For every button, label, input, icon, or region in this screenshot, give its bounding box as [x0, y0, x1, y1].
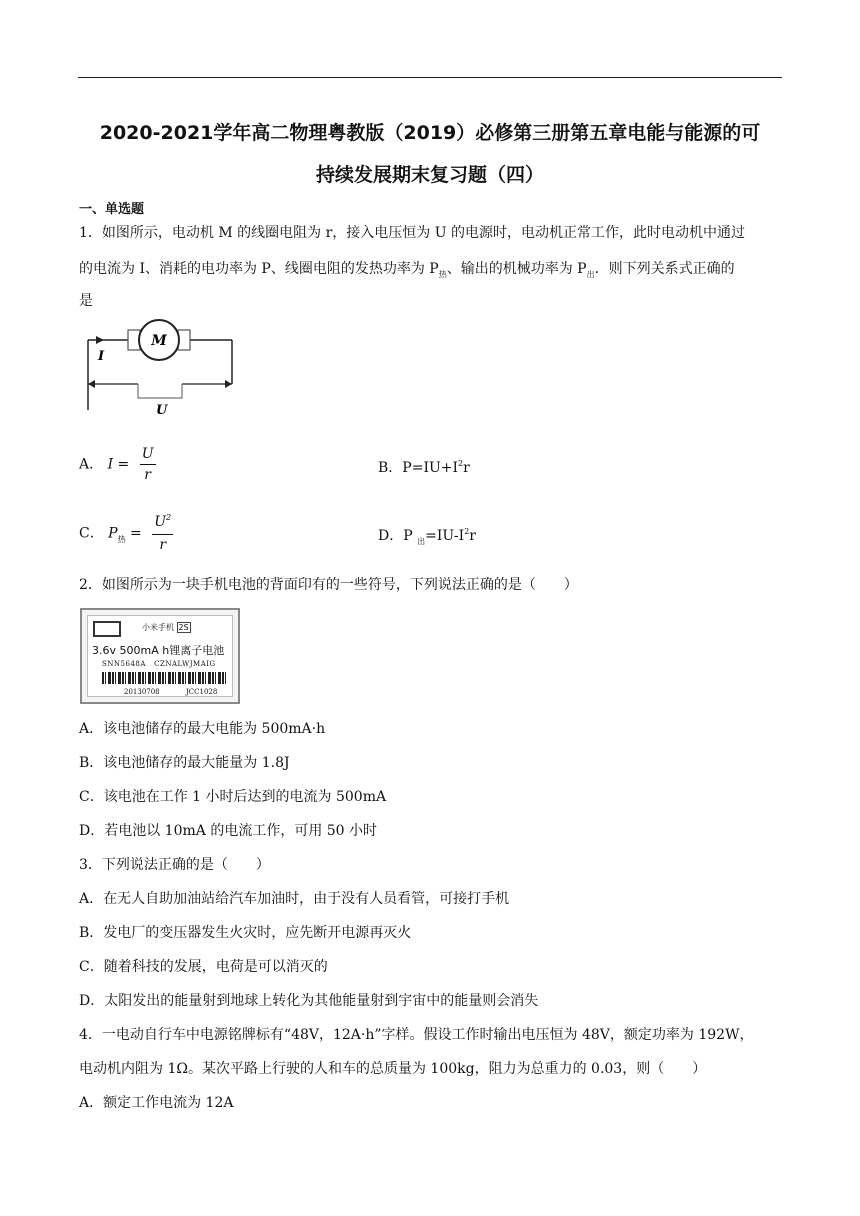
q4-option-a: A．额定工作电流为 12A	[79, 1095, 234, 1111]
current-arrow-icon	[96, 336, 104, 344]
q3-option-b: B．发电厂的变压器发生火灾时，应先断开电源再灭火	[79, 925, 412, 941]
current-label: I	[98, 349, 105, 364]
battery-spec: 3.6v 500mA h锂离子电池	[92, 644, 225, 657]
mi-logo-icon	[93, 621, 121, 637]
battery-batch: JCC1028	[186, 688, 218, 696]
q1-stem-line3: 是	[79, 293, 93, 309]
voltage-label: U	[156, 403, 168, 418]
battery-date: 20130708	[124, 688, 160, 696]
q4-stem-line1: 4．一电动自行车中电源铭牌标有“48V，12A·h”字样。假设工作时输出电压恒为 48V，额定功率为 192W，	[79, 1027, 754, 1043]
q2-option-c: C．该电池在工作 1 小时后达到的电流为 500mA	[79, 789, 387, 805]
q1-option-d: D．P $_出=IU-I^2r$	[378, 527, 476, 546]
motor-label: M	[151, 333, 167, 349]
q1-stem-line1: 1．如图所示，电动机 M 的线圈电阻为 r，接入电压恒为 U 的电源时，电动机正常工作，此时电动机中通过	[79, 225, 745, 241]
section-heading: 一、单选题	[79, 202, 145, 217]
motor-circuit-diagram	[78, 318, 242, 418]
q2-option-a: A．该电池储存的最大电能为 500mA·h	[79, 721, 326, 737]
fraction: $\frac{U^2}{r}$	[154, 513, 172, 553]
q3-option-c: C．随着科技的发展，电荷是可以消灭的	[79, 959, 328, 975]
q3-stem: 3．下列说法正确的是（ ）	[79, 857, 270, 873]
q1-option-b: B．$P=IU+I^2r$	[378, 459, 470, 476]
q1-option-a: A． I = $\frac{U}{r}$	[79, 446, 154, 483]
q3-option-d: D．太阳发出的能量射到地球上转化为其他能量射到宇宙中的能量则会消失	[79, 993, 539, 1009]
fraction: $\frac{U}{r}$	[141, 446, 154, 483]
page-title: 2020-2021学年高二物理粤教版（2019）必修第三册第五章电能与能源的可	[99, 122, 761, 144]
battery-codes: SNN5648A CZNALWJMAIG	[102, 660, 216, 668]
battery-label-image	[80, 608, 240, 704]
q2-option-d: D．若电池以 10mA 的电流工作，可用 50 小时	[79, 823, 378, 839]
arrow-left-icon	[88, 380, 95, 388]
barcode-icon	[102, 672, 226, 684]
q1-stem-line2: 的电流为 I、消耗的电功率为 P、线圈电阻的发热功率为 $P_热$、输出的机械功率为 $P_出$．则下列关系式正确的	[79, 261, 735, 279]
q1-option-c: C． $P_热$ = $\frac{U^2}{r}$	[79, 513, 172, 553]
page-title-continued: 持续发展期末复习题（四）	[315, 164, 544, 186]
q2-option-b: B．该电池储存的最大能量为 1.8J	[79, 755, 290, 771]
arrow-right-icon	[225, 380, 232, 388]
q2-stem: 2．如图所示为一块手机电池的背面印有的一些符号，下列说法正确的是（ ）	[79, 577, 578, 593]
voltage-terminal	[138, 384, 182, 398]
header-rule	[78, 77, 782, 78]
q3-option-a: A．在无人自助加油站给汽车加油时，由于没有人员看管，可接打手机	[79, 891, 510, 907]
q4-stem-line2: 电动机内阻为 1Ω。某次平路上行驶的人和车的总质量为 100kg，阻力为总重力的 0.03，则（ ）	[79, 1061, 707, 1077]
battery-brand: 小米手机 2S	[142, 623, 189, 632]
